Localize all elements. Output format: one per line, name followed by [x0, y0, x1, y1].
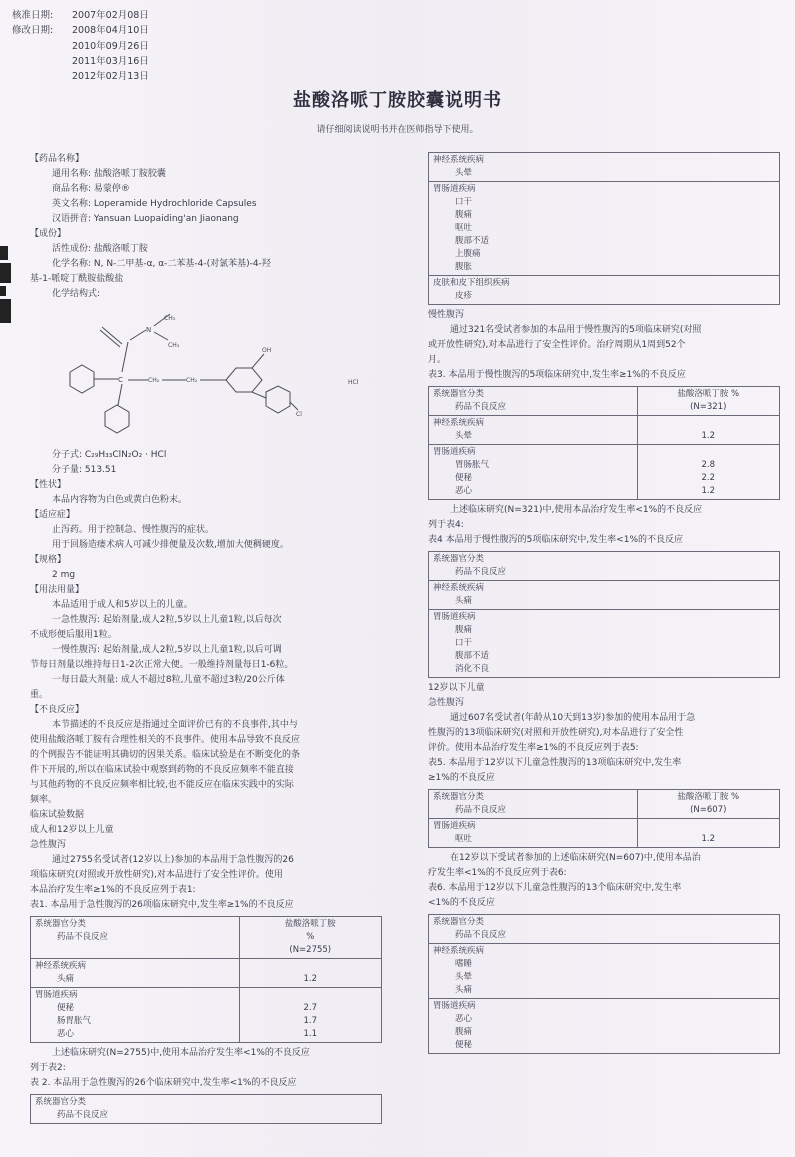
table-cell: 头晕 [455, 431, 473, 441]
table-head: (N=321) [690, 402, 727, 412]
table-cell: 头晕 [455, 168, 473, 178]
child-header: 12岁以下儿童 [428, 683, 485, 693]
table-cell: 恶心 [57, 1029, 75, 1039]
table-cell: 恶心 [455, 1014, 473, 1024]
table2 [30, 1094, 382, 1124]
table-head: 盐酸洛哌丁胺 % [677, 389, 740, 399]
table-head: 系统器官分类 [35, 919, 87, 929]
document-title: 盐酸洛哌丁胺胶囊说明书 [293, 90, 502, 111]
table-group: 神经系统疾病 [433, 418, 485, 428]
child-text: 通过607名受试者(年龄从10天到13岁)参加的使用本品用于急 [450, 713, 696, 723]
struct-label-c: C [118, 376, 123, 384]
table-cell: 腹痛 [455, 210, 473, 220]
section-usage: 【用法用量】 [30, 585, 85, 595]
table-cell: 2.7 [303, 1003, 318, 1013]
usage-text: 一慢性腹泻: 起始剂量,成人2粒,5岁以上儿童1粒,以后可调 [52, 645, 282, 655]
adverse-text: 的个例报告不能证明其确切的因果关系。临床试验是在不断变化的条 [30, 750, 301, 760]
child-acute-header: 急性腹泻 [428, 698, 465, 708]
struct-label-ch2-a: CH₂ [148, 377, 160, 384]
struct-label-oh: OH [262, 347, 272, 354]
acute-text: 本品治疗发生率≥1%的不良反应列于表1: [30, 885, 196, 895]
table-group: 神经系统疾病 [35, 961, 87, 971]
revision-label [12, 69, 72, 84]
table-head: 药品不良反应 [455, 930, 507, 940]
table-cell: 腹痛 [455, 625, 473, 635]
section-ingredient: 【成份】 [30, 229, 67, 239]
table6 [428, 914, 780, 1054]
left-column [30, 152, 382, 1127]
table-group: 神经系统疾病 [433, 583, 485, 593]
after-table5-text: 在12岁以下受试者参加的上述临床研究(N=607)中,使用本品治 [450, 853, 701, 863]
section-spec: 【规格】 [30, 555, 67, 565]
appearance-text: 本品内容物为白色或黄白色粉末。 [52, 495, 188, 505]
table-cell: 2.8 [701, 460, 716, 470]
revision-date: 2011年03月16日 [72, 55, 149, 67]
clinical-header: 临床试验数据 [30, 810, 85, 820]
table-head: 药品不良反应 [455, 402, 507, 412]
child-text: 评价。使用本品治疗发生率≥1%的不良反应列于表5: [428, 743, 639, 753]
table3 [428, 386, 780, 500]
table-cell: 1.2 [701, 486, 716, 496]
struct-label-hcl: HCl [348, 379, 359, 386]
table-group: 胃肠道疾病 [433, 821, 476, 831]
usage-text: 一每日最大剂量: 成人不超过8粒,儿童不超过3粒/20公斤体 [52, 675, 285, 685]
chemical-structure [30, 302, 382, 442]
table-cell: 口干 [455, 638, 473, 648]
child-text: 性腹泻的13项临床研究(对照和开放性研究),对本品进行了安全性 [428, 728, 684, 738]
acute-text: 通过2755名受试者(12岁以上)参加的本品用于急性腹泻的26 [52, 855, 294, 865]
chronic-text: 月。 [428, 355, 447, 365]
table5-caption: 表5. 本品用于12岁以下儿童急性腹泻的13项临床研究中,发生率 [428, 758, 682, 768]
table1 [30, 916, 382, 1043]
chemical-name-cont: 基-1-哌啶丁酰胺盐酸盐 [30, 274, 124, 284]
revision-label [12, 39, 72, 54]
table-cell: 口干 [455, 197, 473, 207]
table1-caption: 表1. 本品用于急性腹泻的26项临床研究中,发生率≥1%的不良反应 [30, 900, 294, 910]
struct-label-ch2-b: CH₂ [186, 377, 198, 384]
table-group: 胃肠道疾病 [433, 184, 476, 194]
table-cell: 胃肠胀气 [455, 460, 490, 470]
adverse-text: 与其他药物的不良反应频率相比较,也不能反应在临床实践中的实际 [30, 780, 294, 790]
table-head: (N=2755) [289, 945, 332, 955]
structure-label: 化学结构式: [52, 289, 101, 299]
table-head: 药品不良反应 [455, 567, 507, 577]
table-cell: 腹痛 [455, 1027, 473, 1037]
usage-text: 不成形便后服用1粒。 [30, 630, 117, 640]
table-cell: 上腹痛 [455, 249, 481, 259]
adverse-text: 本节描述的不良反应是指通过全面评价已有的不良事件,其中与 [52, 720, 298, 730]
table-cell: 恶心 [455, 486, 473, 496]
table-head: 系统器官分类 [433, 389, 485, 399]
table-group: 胃肠道疾病 [35, 990, 78, 1000]
table-head: 系统器官分类 [433, 917, 485, 927]
usage-text: 节每日剂量以维持每日1-2次正常大便。一般维持剂量每日1-6粒。 [30, 660, 294, 670]
indication-text-2: 用于回肠造瘘术病人可减少排便量及次数,增加大便稠硬度。 [52, 540, 289, 550]
english-name: 英文名称: Loperamide Hydrochloride Capsules [52, 199, 257, 209]
table-head: 药品不良反应 [455, 805, 507, 815]
struct-label-ch3-a: CH₃ [164, 315, 176, 322]
table4-caption: 表4 本品用于慢性腹泻的5项临床研究中,发生率<1%的不良反应 [428, 535, 683, 545]
struct-label-cl: Cl [296, 411, 302, 418]
usage-text: 一急性腹泻: 起始剂量,成人2粒,5岁以上儿童1粒,以后每次 [52, 615, 282, 625]
spec-text: 2 mg [52, 570, 76, 580]
table-cell: 头痛 [455, 596, 473, 606]
table-head: 盐酸洛哌丁胺 % [677, 792, 740, 802]
revision-label [12, 54, 72, 69]
table-head: % [306, 932, 315, 942]
table-head: 盐酸洛哌丁胺 [284, 919, 336, 929]
adverse-text: 件下开展的,所以在临床试验中观察到药物的不良反应频率不能直接 [30, 765, 294, 775]
struct-label-ch3-b: CH₃ [168, 342, 180, 349]
chronic-text: 通过321名受试者参加的本品用于慢性腹泻的5项临床研究(对照 [450, 325, 702, 335]
chronic-text: 或开放性研究),对本品进行了安全性评价。治疗周期从1周到52个 [428, 340, 686, 350]
table-group: 神经系统疾病 [433, 155, 485, 165]
binding-mark [0, 246, 12, 336]
revision-date: 2010年09月26日 [72, 40, 149, 52]
revision-date: 2008年04月10日 [72, 25, 149, 37]
chemical-name: 化学名称: N, N-二甲基-α, α-二苯基-4-(对氯苯基)-4-羟 [52, 259, 271, 269]
table2-caption: 表 2. 本品用于急性腹泻的26个临床研究中,发生率<1%的不良反应 [30, 1078, 297, 1088]
revision-dates [12, 8, 149, 84]
table-cell: 1.2 [701, 431, 716, 441]
struct-label-n: N [146, 326, 152, 334]
table-group: 胃肠道疾病 [433, 447, 476, 457]
right-column [428, 152, 780, 1057]
table-cell: 腹部不适 [455, 651, 490, 661]
table4 [428, 551, 780, 678]
after-table3-text: 上述临床研究(N=321)中,使用本品治疗发生率<1%的不良反应 [450, 505, 703, 515]
table-cell: 1.7 [303, 1016, 318, 1026]
table-cell: 头痛 [57, 974, 75, 984]
table-cell: 嗜睡 [455, 959, 473, 969]
molecular-weight: 分子量: 513.51 [52, 465, 117, 475]
table-cell: 呕吐 [455, 223, 473, 233]
revision-label: 核准日期: [12, 10, 54, 21]
after-table1-text: 列于表2: [30, 1063, 66, 1073]
table-cell: 消化不良 [455, 664, 490, 674]
table-cell: 皮疹 [455, 291, 473, 301]
table-head: 系统器官分类 [35, 1097, 87, 1107]
table-cell: 1.2 [701, 834, 716, 844]
table-group: 神经系统疾病 [433, 946, 485, 956]
usage-text: 重。 [30, 690, 49, 700]
table3-caption: 表3. 本品用于慢性腹泻的5项临床研究中,发生率≥1%的不良反应 [428, 370, 686, 380]
acute-text: 项临床研究(对照或开放性研究),对本品进行了安全性评价。使用 [30, 870, 283, 880]
after-table5-text: 疗发生率<1%的不良反应列于表6: [428, 868, 567, 878]
adult-header: 成人和12岁以上儿童 [30, 825, 114, 835]
table-cell: 肠胃胀气 [57, 1016, 92, 1026]
table-cell: 便秘 [455, 473, 473, 483]
table6-caption: <1%的不良反应 [428, 898, 495, 908]
table5 [428, 789, 780, 848]
document-subtitle: 请仔细阅读说明书并在医师指导下使用。 [316, 125, 479, 135]
table5-caption: ≥1%的不良反应 [428, 773, 495, 783]
table-cell: 2.2 [701, 473, 716, 483]
table-cell: 呕吐 [455, 834, 473, 844]
table-head: 药品不良反应 [57, 932, 109, 942]
table6-caption: 表6. 本品用于12岁以下儿童急性腹泻的13个临床研究中,发生率 [428, 883, 682, 893]
chronic-header: 慢性腹泻 [428, 310, 465, 320]
adverse-text: 使用盐酸洛哌丁胺有合理性相关的不良事件。使用本品导致不良反应 [30, 735, 301, 745]
section-adverse: 【不良反应】 [30, 705, 85, 715]
table-head: 药品不良反应 [57, 1110, 109, 1120]
indication-text-1: 止泻药。用于控制急、慢性腹泻的症状。 [52, 525, 215, 535]
pinyin-name: 汉语拼音: Yansuan Luopaiding'an Jiaonang [52, 214, 239, 224]
table-cell: 1.2 [303, 974, 318, 984]
table-head: 系统器官分类 [433, 792, 485, 802]
table-cell: 腹部不适 [455, 236, 490, 246]
table-cell: 1.1 [303, 1029, 318, 1039]
active-ingredient: 活性成份: 盐酸洛哌丁胺 [52, 244, 148, 254]
table-group: 皮肤和皮下组织疾病 [433, 278, 510, 288]
acute-header: 急性腹泻 [30, 840, 67, 850]
section-indication: 【适应症】 [30, 510, 76, 520]
section-appearance: 【性状】 [30, 480, 67, 490]
usage-text: 本品适用于成人和5岁以上的儿童。 [52, 600, 193, 610]
generic-name: 通用名称: 盐酸洛哌丁胺胶囊 [52, 169, 166, 179]
table-cell: 便秘 [57, 1003, 75, 1013]
after-table3-text: 列于表4: [428, 520, 464, 530]
after-table1-text: 上述临床研究(N=2755)中,使用本品治疗发生率<1%的不良反应 [52, 1048, 310, 1058]
molecular-formula: 分子式: C₂₉H₃₃ClN₂O₂ · HCl [52, 450, 167, 460]
revision-label: 修改日期: [12, 25, 54, 37]
table-head: (N=607) [690, 805, 727, 815]
table-cell: 头痛 [455, 985, 473, 995]
table2-continued [428, 152, 780, 305]
table-head: 系统器官分类 [433, 554, 485, 564]
revision-date: 2012年02月13日 [72, 71, 149, 83]
section-drug-name: 【药品名称】 [30, 154, 85, 164]
table-cell: 头晕 [455, 972, 473, 982]
trade-name: 商品名称: 易蒙停® [52, 184, 130, 194]
revision-date: 2007年02月08日 [72, 10, 149, 21]
adverse-text: 频率。 [30, 795, 58, 805]
table-cell: 便秘 [455, 1040, 473, 1050]
table-cell: 腹胀 [455, 262, 473, 272]
table-group: 胃肠道疾病 [433, 1001, 476, 1011]
table-group: 胃肠道疾病 [433, 612, 476, 622]
